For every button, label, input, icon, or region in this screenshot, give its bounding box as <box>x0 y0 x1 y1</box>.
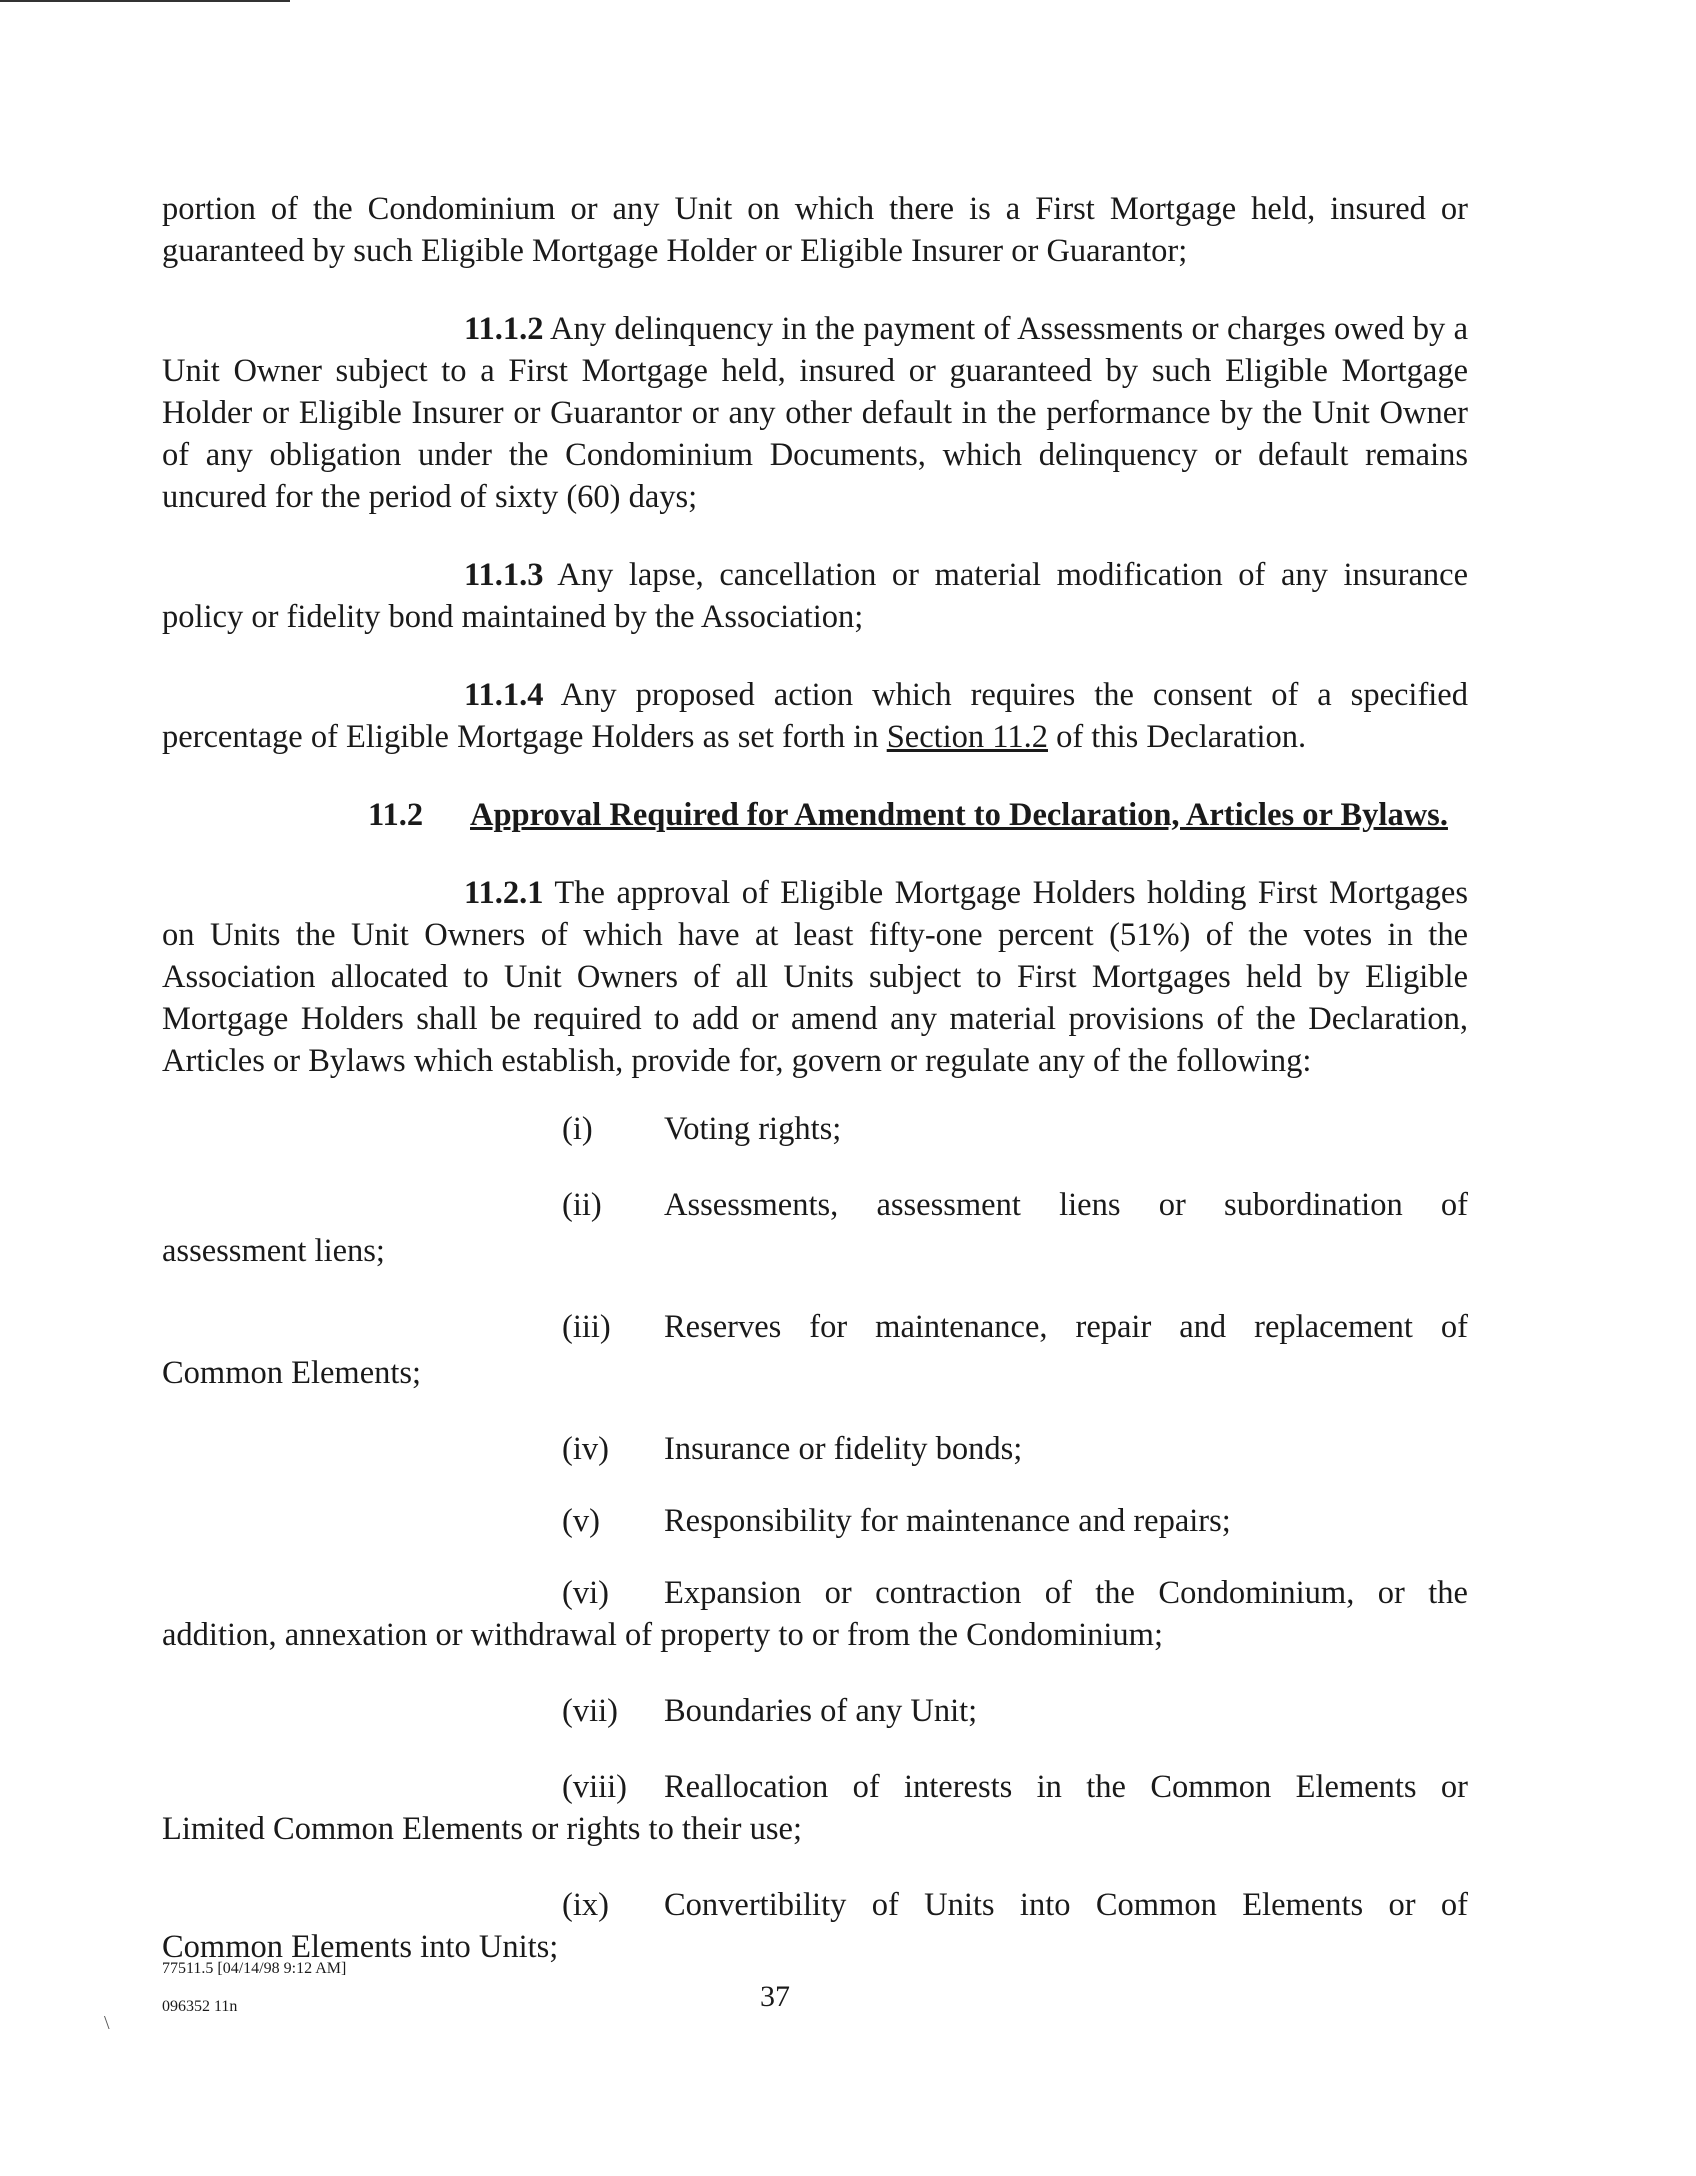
list-item <box>162 1690 1468 1732</box>
item-text: Expansion or contraction of the Condominium, or the <box>664 1575 1468 1611</box>
list-item <box>162 1884 1468 1968</box>
paragraph-11-2-1 <box>162 872 1468 1082</box>
list-item <box>162 1428 1468 1470</box>
list-item <box>162 1184 1468 1272</box>
paragraph-number: 11.1.2 <box>464 311 544 347</box>
section-title: Approval Required for Amendment to Declaration, Articles or Bylaws. <box>470 797 1448 833</box>
paragraph-number: 11.1.4 <box>464 677 544 713</box>
list-item <box>162 1500 1468 1542</box>
intro-paragraph: portion of the Condominium or any Unit on which there is a First Mortgage held, insured or guaranteed by such Eligible Mortgage Holder or Eligible Insurer or Guarantor; <box>162 191 1468 269</box>
paragraph-text: The approval of Eligible Mortgage Holders holding First Mortgages on Units the Unit Owners of which have at least fifty-one percent (51%) of the votes in the Association allocated to Unit Owners of all Units subject to First Mortgages held by Eligible Mortgage Holders shall be required to add or amend any material provisions of the Declaration, Articles or Bylaws which establish, provide for, govern or regulate any of the following: <box>162 875 1468 1079</box>
item-text-continued: assessment liens; <box>162 1233 385 1269</box>
item-number: (ix) <box>562 1887 609 1923</box>
item-text: Boundaries of any Unit; <box>664 1693 978 1729</box>
scan-edge-line <box>0 0 290 2</box>
item-text: Insurance or fidelity bonds; <box>664 1431 1023 1467</box>
list-item <box>162 1766 1468 1850</box>
paragraph-number: 11.1.3 <box>464 557 544 593</box>
file-id: 096352 11n <box>162 1998 238 2015</box>
document-body <box>162 188 1468 1968</box>
item-number: (iv) <box>562 1431 609 1467</box>
item-text: Responsibility for maintenance and repairs; <box>664 1503 1231 1539</box>
item-text-continued: addition, annexation or withdrawal of property to or from the Condominium; <box>162 1617 1163 1653</box>
item-text: Voting rights; <box>664 1111 842 1147</box>
item-number: (v) <box>562 1503 600 1539</box>
section-reference-link[interactable]: Section 11.2 <box>886 719 1048 755</box>
paragraph-11-1-4 <box>162 674 1468 758</box>
list-item <box>162 1306 1468 1394</box>
page-number: 37 <box>760 1980 790 2013</box>
item-text-continued: Limited Common Elements or rights to their use; <box>162 1811 802 1847</box>
document-id: 77511.5 [04/14/98 9:12 AM] <box>162 1960 347 1977</box>
item-number: (iii) <box>562 1309 611 1345</box>
item-number: (ii) <box>562 1187 602 1223</box>
list-item <box>162 1108 1468 1150</box>
item-number: (vii) <box>562 1693 618 1729</box>
paragraph-text: Any lapse, cancellation or material modification of any insurance policy or fidelity bond maintained by the Association; <box>162 557 1469 635</box>
scan-mark: \ <box>104 2012 110 2034</box>
item-text: Reserves for maintenance, repair and replacement of <box>664 1309 1468 1345</box>
item-text: Assessments, assessment liens or subordination of <box>664 1187 1468 1223</box>
paragraph-11-1-3 <box>162 554 1468 638</box>
item-number: (i) <box>562 1111 593 1147</box>
section-number: 11.2 <box>368 797 424 833</box>
item-list <box>162 1108 1468 1968</box>
paragraph-text: Any delinquency in the payment of Assessments or charges owed by a Unit Owner subject to a First Mortgage held, insured or guaranteed by such Eligible Mortgage Holder or Eligible Insurer or Guarantor or any other default in the performance by the Unit Owner of any obligation under the Condominium Documents, which delinquency or default remains uncured for the period of sixty (60) days; <box>162 311 1468 515</box>
list-item <box>162 1572 1468 1656</box>
section-heading <box>162 794 1468 836</box>
item-number: (viii) <box>562 1769 627 1805</box>
paragraph-text: Any proposed action which requires the consent of a specified percentage of Eligible Mortgage Holders as set forth in <box>162 677 1468 755</box>
item-text-continued: Common Elements; <box>162 1355 422 1391</box>
paragraph-text-end: of this Declaration. <box>1056 719 1307 755</box>
item-text-continued: Common Elements into Units; <box>162 1929 559 1965</box>
item-text: Reallocation of interests in the Common Elements or <box>664 1769 1468 1805</box>
item-text: Convertibility of Units into Common Elements or of <box>664 1887 1468 1923</box>
item-number: (vi) <box>562 1575 609 1611</box>
paragraph-11-1-2 <box>162 308 1468 518</box>
footer-identifiers <box>162 1954 346 2022</box>
paragraph-number: 11.2.1 <box>464 875 544 911</box>
